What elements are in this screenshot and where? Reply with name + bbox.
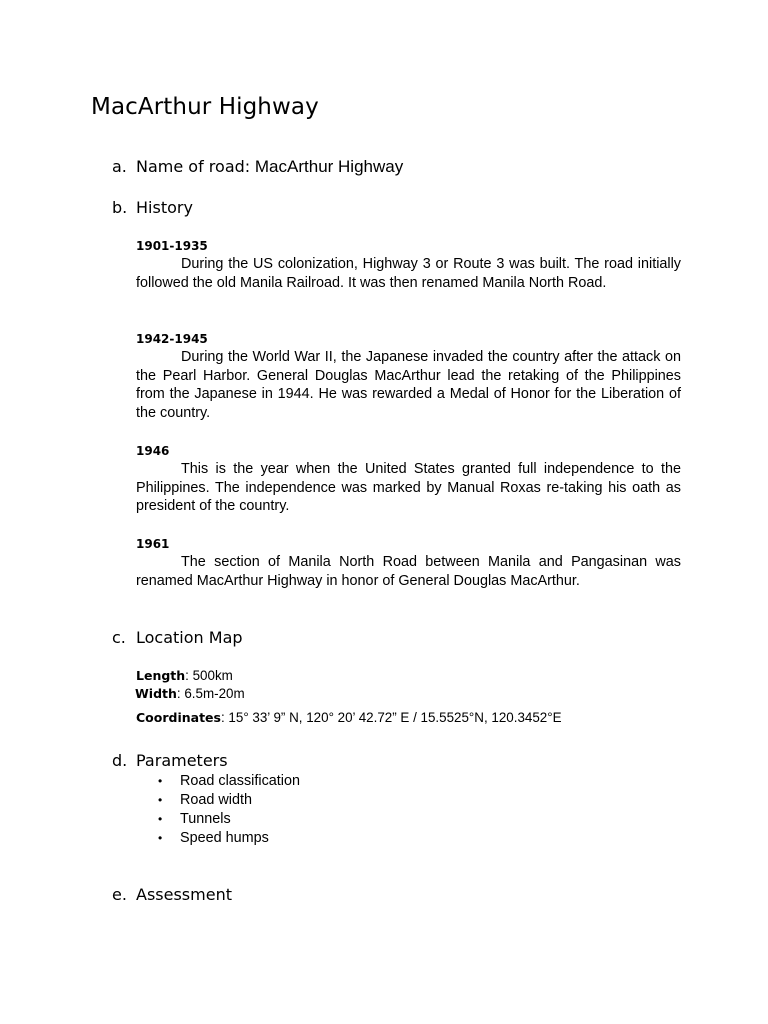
section-e-letter: e. (112, 885, 127, 904)
coordinates-label: Coordinates (136, 710, 221, 725)
section-d-label: Parameters (136, 751, 228, 770)
section-a-label: Name of road (136, 157, 245, 176)
history-entry (136, 237, 681, 292)
list-item (158, 810, 300, 829)
bullet-icon: • (158, 774, 163, 788)
section-b-letter: b. (112, 198, 128, 217)
history-year: 1901-1935 (136, 239, 208, 253)
parameter-text: Speed humps (180, 830, 269, 846)
section-a-separator: : (244, 157, 251, 176)
section-c-label: Location Map (136, 628, 243, 647)
bullet-icon: • (158, 812, 163, 826)
section-d-letter: d. (112, 751, 128, 770)
parameter-text: Road width (180, 792, 252, 808)
section-b-heading (112, 198, 193, 217)
section-e-heading (112, 885, 232, 904)
section-a-letter: a. (112, 157, 127, 176)
list-item (158, 829, 300, 848)
section-c-letter: c. (112, 628, 126, 647)
section-e-label: Assessment (136, 885, 232, 904)
history-text: During the US colonization, Highway 3 or Route 3 was built. The road initially followed the old Manila Railroad. It was then renamed Manila North Road. (136, 256, 681, 291)
bullet-icon: • (158, 831, 163, 845)
section-c-heading (112, 628, 243, 647)
length-label: Length (136, 668, 186, 683)
parameters-list (158, 772, 300, 848)
list-item (158, 791, 300, 810)
section-d-heading (112, 751, 228, 770)
coordinates-value: : 15° 33’ 9” N, 120° 20’ 42.72” E / 15.5525°N, 120.3452°E (220, 710, 562, 725)
list-item (158, 772, 300, 791)
history-entry (136, 442, 681, 516)
history-entry (136, 535, 681, 590)
history-year: 1942-1945 (136, 332, 208, 346)
width-label: Width (135, 686, 177, 701)
bullet-icon: • (158, 793, 163, 807)
width-row (135, 686, 245, 701)
history-text: During the World War II, the Japanese invaded the country after the attack on the Pearl Harbor. General Douglas MacArthur lead the retaking of the Philippines from the Japanese in 1944. He was rewarded a Medal of Honor for the Liberation of the country. (136, 349, 681, 421)
history-year: 1946 (136, 444, 170, 458)
history-entry (136, 330, 681, 422)
document-title: MacArthur Highway (91, 94, 319, 120)
coordinates-row (136, 710, 562, 725)
length-row (136, 668, 233, 683)
section-a-heading (112, 157, 403, 177)
length-value: : 500km (185, 668, 233, 683)
road-name-value: MacArthur Highway (250, 157, 404, 176)
history-year: 1961 (136, 537, 170, 551)
history-text: This is the year when the United States granted full independence to the Philippines. The independence was marked by Manual Roxas re-taking his oath as president of the country. (136, 461, 681, 515)
history-text: The section of Manila North Road between Manila and Pangasinan was renamed MacArthur Highway in honor of General Douglas MacArthur. (136, 554, 681, 589)
parameter-text: Road classification (180, 773, 300, 789)
width-value: : 6.5m-20m (176, 686, 245, 701)
parameter-text: Tunnels (180, 811, 231, 827)
section-b-label: History (136, 198, 193, 217)
